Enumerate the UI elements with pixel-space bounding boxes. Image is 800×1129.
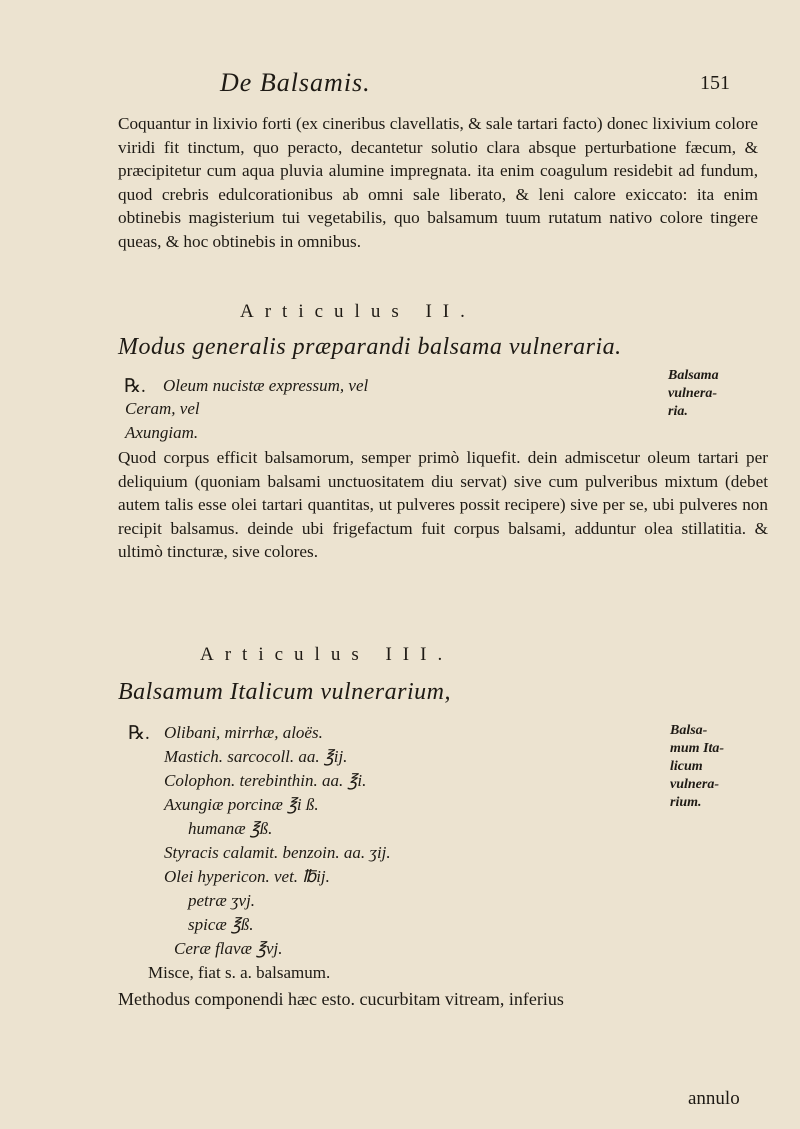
rx-line: Ceram, vel	[125, 399, 200, 418]
rx-line: Axungiæ porcinæ ℥i ß.	[164, 795, 319, 814]
rx-line: Axungiam.	[125, 423, 199, 442]
rx-line: Ceræ flavæ ℥vj.	[174, 939, 283, 958]
rx-line: humanæ ℥ß.	[188, 819, 273, 838]
rx-line: Olibani, mirrhæ, aloës.	[164, 723, 323, 742]
running-head-title: De Balsamis.	[220, 68, 371, 97]
rx-line: Mastich. sarcocoll. aa. ℥ij.	[164, 747, 348, 766]
rx-line: Olei hypericon. vet. ℔ij.	[164, 867, 330, 886]
catchword: annulo	[688, 1088, 740, 1109]
article-2-paragraph: Quod corpus efficit balsamorum, semper primò liquefit. dein admiscetur oleum tartari per deliquium (quoniam balsami unctuositatem diu servat) sive cum pulveribus mixtum (debet autem talis esse olei tartari quantitas, ut pulveres possit recipere) sive per se, ubi pulveres non recipit balsamus. deinde ubi frigefactum fuit corpus balsami, adduntur olea stillatitia. & ultimò tincturæ, sive colores.	[118, 448, 768, 562]
recipe-symbol: ℞.	[124, 376, 146, 397]
rx-line: Colophon. terebinthin. aa. ℥i.	[164, 771, 367, 790]
rx-line: Oleum nucistæ expressum, vel	[163, 376, 369, 395]
article-3-closing-line: Methodus componendi hæc esto. cucurbitam vitream, inferius	[118, 989, 564, 1009]
margin-note-balsama: Balsama vulnera- ria.	[668, 368, 719, 419]
page-number: 151	[700, 72, 730, 94]
article-2-title: Modus generalis præparandi balsama vulneraria.	[118, 334, 622, 360]
article-3-heading: Articulus III.	[200, 644, 454, 665]
margin-note-balsamum-italicum: Balsa- mum Ita- licum vulnera- rium.	[670, 723, 725, 810]
article-2-heading: Articulus II.	[240, 301, 476, 322]
recipe-symbol: ℞.	[128, 723, 150, 744]
rx-line: Styracis calamit. benzoin. aa. ʒij.	[164, 843, 391, 862]
article-3-title: Balsamum Italicum vulnerarium,	[118, 679, 451, 705]
rx-line: spicæ ℥ß.	[188, 915, 254, 934]
intro-paragraph: Coquantur in lixivio forti (ex cineribus clavellatis, & sale tartari facto) donec lixivium colore viridi fit tinctum, quo peracto, decantetur solutio clara absque perturbatione fæcum, & præcipitetur cum aqua pluvia alumine impregnata. ita enim coagulum residebit ad fundum, quod crebris edulcorationibus ab omni sale liberato, & leni calore exiccato: ita enim obtinebis magisterium tui vegetabilis, quo balsamum tuum rutatum nativo colore tingere queas, & hoc obtinebis in omnibus.	[118, 114, 758, 251]
rx-line: Misce, fiat s. a. balsamum.	[148, 963, 331, 982]
rx-line: petræ ʒvj.	[188, 891, 256, 910]
